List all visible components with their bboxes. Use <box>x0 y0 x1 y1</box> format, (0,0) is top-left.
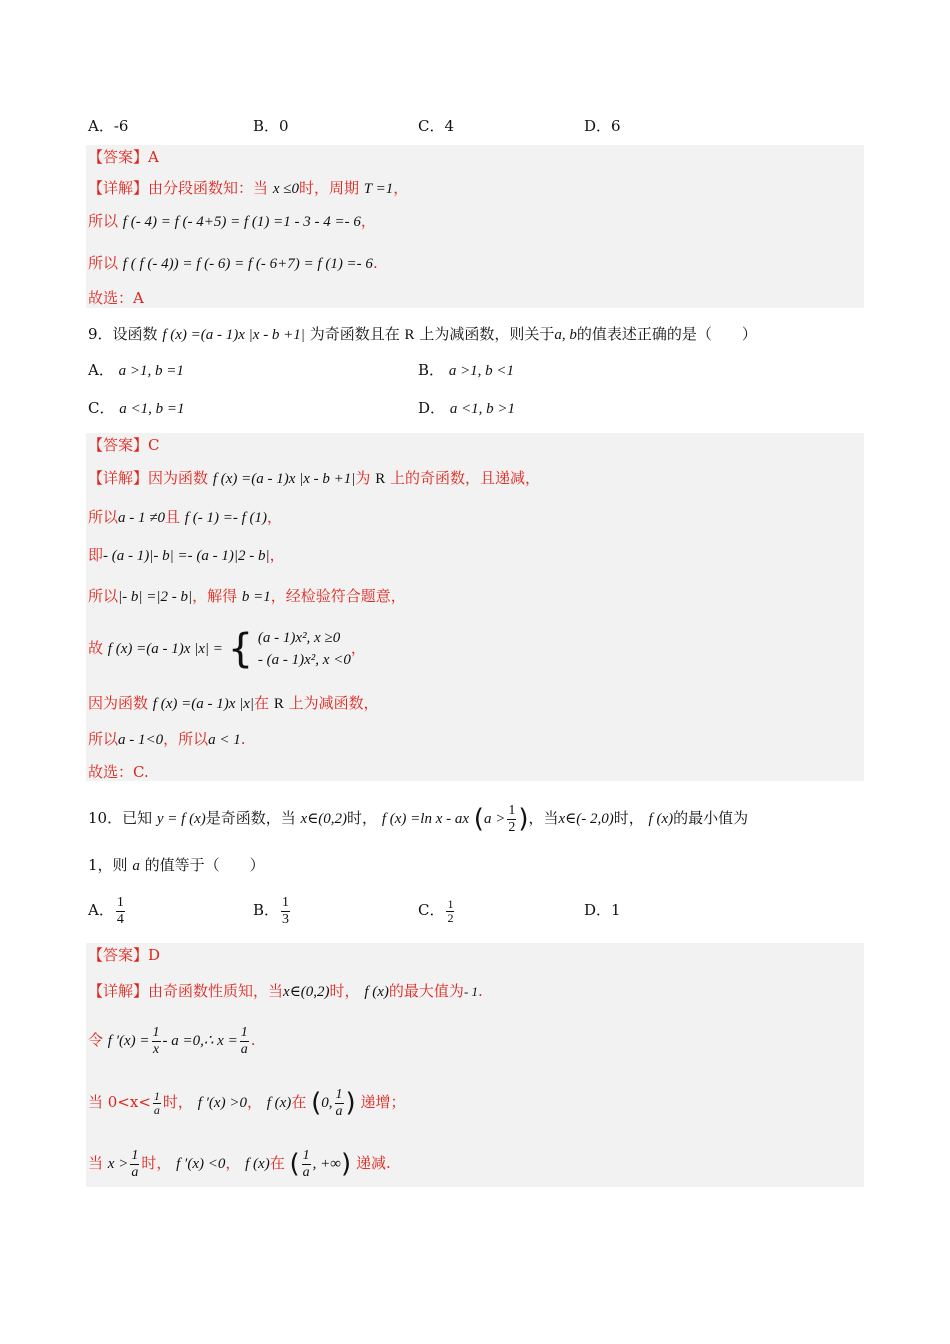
denominator: a <box>153 1102 160 1117</box>
detail-text: ， <box>246 1093 262 1111</box>
math-expr: x∈(0,2) <box>300 811 348 827</box>
detail-text: 递减. <box>355 1154 391 1172</box>
numerator: 1 <box>302 1147 310 1163</box>
detail-text: 时， <box>329 982 360 1000</box>
q8-conclusion: 故选：A <box>88 289 144 307</box>
detail-text: ，经检验符合题意， <box>270 587 406 605</box>
detail-text: 由奇函数性质知，当 <box>148 982 284 1000</box>
q8-option-d: D．6 <box>584 117 621 135</box>
detail-text: ， <box>225 1154 241 1172</box>
stem-text: 的值表述正确的是（ ） <box>576 325 757 343</box>
stem-text: ，当 <box>528 809 559 827</box>
q10-option-a <box>88 888 127 932</box>
denominator: 2 <box>508 819 516 835</box>
q9-detail-line-6 <box>88 690 379 716</box>
stem-text: 为奇函数且在 <box>309 325 400 343</box>
detail-text: ， <box>350 639 366 657</box>
detail-text: 时， <box>162 1093 193 1111</box>
math-expr: a <box>132 858 140 874</box>
q9-answer: 【答案】C <box>88 436 160 454</box>
q9-detail-line-5 <box>88 622 366 674</box>
math-expr: x∈(0,2) <box>283 984 330 1000</box>
detail-text: 在 <box>254 694 270 712</box>
detail-text: 在 <box>291 1093 307 1111</box>
numerator: 1 <box>116 894 124 910</box>
stem-text: 时， <box>347 809 378 827</box>
q9-detail-line-1 <box>88 465 540 491</box>
stem-text: 是奇函数，当 <box>205 809 296 827</box>
math-expr: a < 1 <box>208 732 241 748</box>
right-paren: ) <box>341 1149 352 1179</box>
q9-conclusion: 故选：C. <box>88 763 149 781</box>
q10-detail-line-1 <box>88 978 483 1004</box>
q9-detail-line-4 <box>88 583 406 609</box>
detail-text: 时， <box>141 1154 172 1172</box>
denominator: 3 <box>282 911 290 927</box>
detail-text: 为 <box>355 469 371 487</box>
math-expr: f (x) <box>364 984 389 1000</box>
math-expr: T =1 <box>363 181 394 197</box>
q8-option-a: A．-6 <box>88 117 129 135</box>
right-paren: ) <box>518 804 529 834</box>
option-label: B． <box>418 361 445 379</box>
math-expr: a - 1 ≠0 <box>118 510 165 526</box>
fraction <box>446 898 454 925</box>
math-expr: R <box>273 696 284 712</box>
q9-option-b <box>418 357 514 383</box>
math-expr: R <box>375 471 386 487</box>
q10-option-b <box>253 888 292 932</box>
detail-text: 递增； <box>360 1093 406 1111</box>
q9-option-a <box>88 357 184 383</box>
detail-text: . <box>478 982 483 1000</box>
detail-text: 因为函数 <box>148 469 209 487</box>
math-expr: R <box>404 327 415 343</box>
option-label: C． <box>418 901 445 919</box>
stem-text: 的值等于（ ） <box>144 856 265 874</box>
math-expr: 0, <box>321 1095 333 1111</box>
numerator: 1 <box>282 894 290 910</box>
detail-label: 【详解】 <box>88 469 149 487</box>
detail-text: 因为函数 <box>88 694 149 712</box>
fraction <box>116 895 125 928</box>
detail-text: 上为减函数， <box>288 694 379 712</box>
stem-text: 10．已知 <box>88 809 153 827</box>
q8-option-b: B．0 <box>253 117 289 135</box>
q8-answer: 【答案】A <box>88 148 159 166</box>
detail-text: 的最大值为 <box>388 982 464 1000</box>
math-expr: a <1, b >1 <box>449 401 516 417</box>
q9-detail-line-3 <box>88 542 285 568</box>
math-expr: f ′(x) <0 <box>176 1156 226 1172</box>
detail-text: 所以 <box>88 587 119 605</box>
denominator: 4 <box>116 911 124 927</box>
detail-text: 所以 <box>88 730 119 748</box>
detail-text: . <box>250 1031 256 1049</box>
numerator: 1 <box>153 1088 160 1103</box>
denominator: a <box>240 1041 248 1057</box>
q9-option-d <box>418 395 515 421</box>
detail-text: . <box>240 730 246 748</box>
math-expr: - a =0,∴ x = <box>162 1033 238 1049</box>
math-expr: a >1, b =1 <box>118 363 184 379</box>
option-label: A． <box>88 901 114 919</box>
denominator: 2 <box>447 910 454 925</box>
detail-text: 且 <box>165 508 181 526</box>
option-label: A． <box>88 361 114 379</box>
left-brace: { <box>227 626 254 672</box>
math-expr: f ′(x) >0 <box>197 1095 247 1111</box>
option-label: B． <box>253 901 280 919</box>
detail-text: 所以 <box>88 508 119 526</box>
q8-detail-line-2 <box>88 208 376 234</box>
fraction <box>153 1090 161 1117</box>
fraction <box>302 1148 311 1181</box>
q8-option-c: C．4 <box>418 117 455 135</box>
math-expr: f (x) <box>648 811 674 827</box>
math-expr: x > <box>107 1156 129 1172</box>
math-expr: f (x) <box>266 1095 292 1111</box>
stem-text: 时， <box>613 809 644 827</box>
fraction <box>130 1148 139 1181</box>
detail-text: ， <box>393 179 409 197</box>
stem-text: 上为减函数，则关于 <box>419 325 555 343</box>
detail-text: ， <box>360 212 376 230</box>
detail-text: 由分段函数知：当 <box>148 179 269 197</box>
q9-detail-line-2 <box>88 504 282 530</box>
detail-text: 当 <box>88 1154 104 1172</box>
math-expr: |- b| =|2 - b| <box>118 589 193 605</box>
option-label: C． <box>88 399 115 417</box>
denominator: a <box>335 1103 343 1119</box>
q8-detail-line-1 <box>88 175 408 201</box>
q10-detail-line-3 <box>88 1080 405 1124</box>
detail-label: 【详解】 <box>88 179 149 197</box>
numerator: 1 <box>240 1024 248 1040</box>
detail-text: ， <box>266 508 282 526</box>
q10-stem-line-2 <box>88 852 265 878</box>
case-1: (a - 1)x², x ≥0 <box>257 630 341 646</box>
numerator: 1 <box>508 802 516 818</box>
math-expr: b =1 <box>241 589 271 605</box>
detail-text: 即 <box>88 546 104 564</box>
math-expr: a >1, b <1 <box>448 363 515 379</box>
detail-text: 令 <box>88 1031 104 1049</box>
stem-text: 1，则 <box>88 856 128 874</box>
math-expr: y = f (x) <box>156 811 206 827</box>
detail-text: 故 <box>88 639 104 657</box>
detail-text: . <box>372 254 378 272</box>
fraction <box>240 1025 249 1058</box>
detail-text: 上的奇函数，且递减， <box>390 469 541 487</box>
detail-label: 【详解】 <box>88 982 149 1000</box>
math-expr: - 1 <box>463 984 479 999</box>
option-label: D． <box>418 399 446 417</box>
stem-text: 的最小值为 <box>673 809 749 827</box>
right-paren: ) <box>345 1088 356 1118</box>
math-expr: f (x) <box>245 1156 270 1172</box>
math-expr: f (x) =(a - 1)x |x| <box>152 696 255 712</box>
piecewise-cases <box>258 627 351 671</box>
detail-text: ，解得 <box>192 587 238 605</box>
denominator: a <box>302 1164 310 1180</box>
math-expr: f (x) =ln x - ax <box>381 811 470 827</box>
detail-text: 时，周期 <box>298 179 359 197</box>
q10-detail-line-2 <box>88 1018 256 1062</box>
math-expr: f ( f (- 4)) = f (- 6) = f (- 6+7) = f (1) =- 6 <box>122 256 373 272</box>
math-expr: a > <box>483 811 506 827</box>
math-expr: x ≤0 <box>272 181 299 197</box>
left-paren: ( <box>311 1088 322 1118</box>
denominator: x <box>152 1041 160 1057</box>
math-expr: a <1, b =1 <box>119 401 185 417</box>
q10-option-d: D．1 <box>584 901 621 919</box>
numerator: 1 <box>335 1086 343 1102</box>
math-expr: f (x) =(a - 1)x |x - b +1| <box>162 327 305 343</box>
q10-answer: 【答案】D <box>88 946 161 964</box>
detail-text: ，所以 <box>163 730 209 748</box>
math-expr: , +∞ <box>312 1156 341 1172</box>
q10-stem-line-1 <box>88 796 748 840</box>
fraction <box>281 895 290 928</box>
math-expr: f (x) =(a - 1)x |x - b +1| <box>212 471 356 487</box>
numerator: 1 <box>152 1024 160 1040</box>
case-2: - (a - 1)x², x <0 <box>257 652 351 668</box>
math-expr: a - 1<0 <box>118 732 164 748</box>
detail-text: 所以 <box>88 254 119 272</box>
q9-stem <box>88 321 757 347</box>
q10-option-c <box>418 888 456 932</box>
q9-option-c <box>88 395 185 421</box>
math-expr: f (x) =(a - 1)x |x| = <box>107 641 223 657</box>
math-expr: - (a - 1)|- b| =- (a - 1)|2 - b| <box>103 548 270 564</box>
math-expr: a, b <box>554 327 577 343</box>
denominator: a <box>131 1164 139 1180</box>
math-expr: f (- 4) = f (- 4+5) = f (1) =1 - 3 - 4 =- 6 <box>122 214 361 230</box>
fraction <box>152 1025 161 1058</box>
detail-text: 在 <box>269 1154 285 1172</box>
q10-detail-line-4 <box>88 1141 391 1185</box>
detail-text: 所以 <box>88 212 119 230</box>
detail-text: ， <box>269 546 285 564</box>
math-expr: f (- 1) =- f (1) <box>184 510 267 526</box>
fraction <box>507 803 516 836</box>
math-expr: f ′(x) = <box>107 1033 150 1049</box>
fraction <box>335 1087 344 1120</box>
math-expr: x∈(- 2,0) <box>558 811 614 827</box>
stem-text: 9．设函数 <box>88 325 158 343</box>
numerator: 1 <box>447 896 454 911</box>
q8-detail-line-3 <box>88 250 378 276</box>
left-paren: ( <box>473 804 484 834</box>
detail-text: 当 0<x< <box>88 1093 151 1111</box>
q9-detail-line-7 <box>88 726 246 752</box>
left-paren: ( <box>289 1149 300 1179</box>
numerator: 1 <box>131 1147 139 1163</box>
